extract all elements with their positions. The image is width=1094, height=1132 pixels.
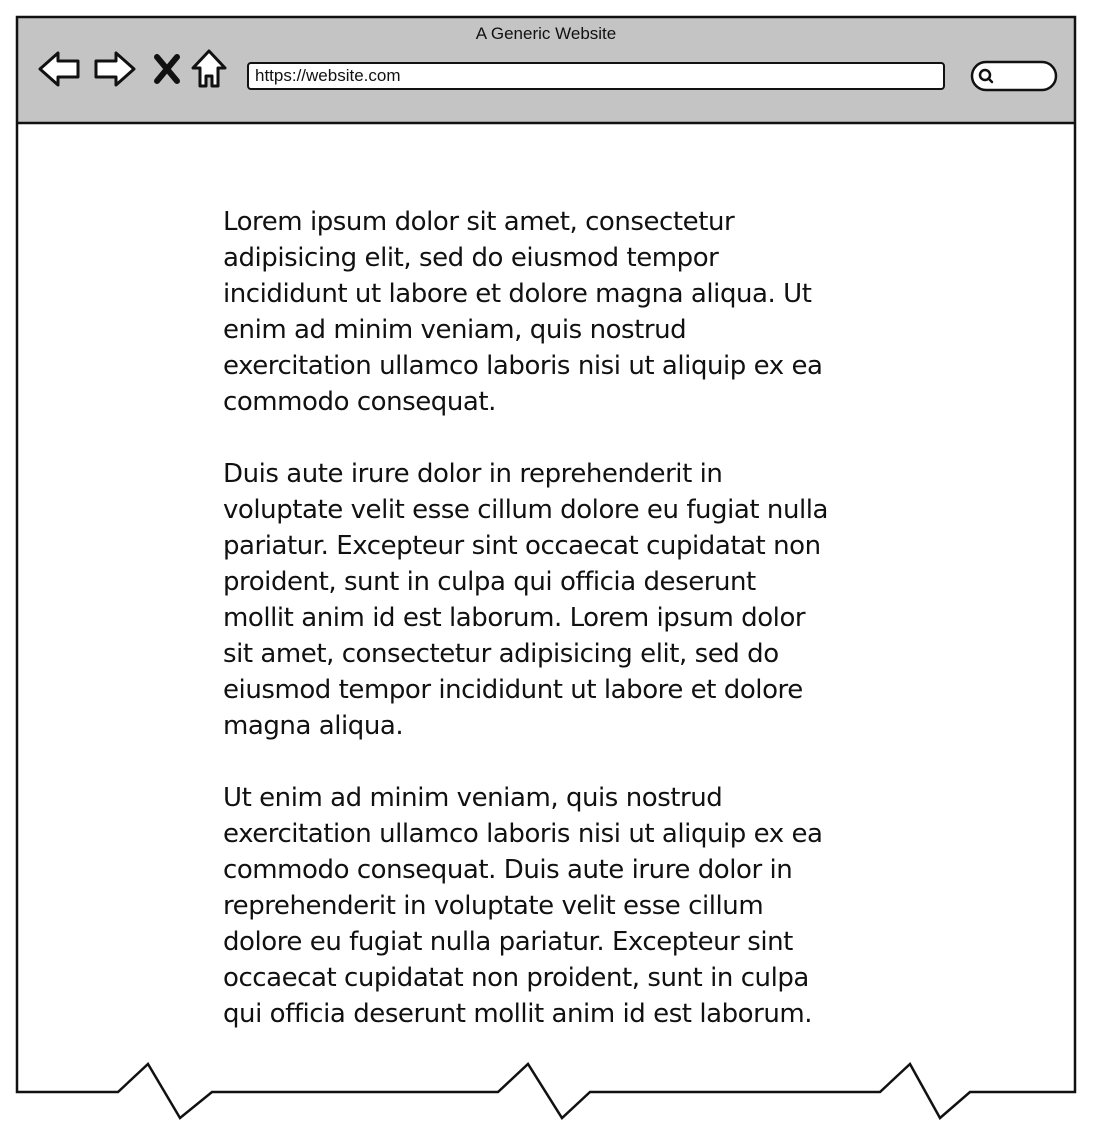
stop-button[interactable] bbox=[152, 52, 182, 86]
forward-arrow-icon bbox=[94, 50, 136, 88]
page-content bbox=[223, 204, 883, 1068]
search-box[interactable] bbox=[970, 60, 1058, 92]
home-button[interactable] bbox=[190, 48, 228, 90]
home-icon bbox=[190, 48, 228, 90]
back-button[interactable] bbox=[38, 50, 80, 88]
search-field bbox=[972, 62, 1056, 90]
url-text: https://website.com bbox=[255, 66, 401, 85]
back-arrow-icon bbox=[38, 50, 80, 88]
paragraph-1: Lorem ipsum dolor sit amet, consectetur adipisicing elit, sed do eiusmod tempor incididunt ut labore et dolore magna aliqua. Ut enim ad minim veniam, quis nostrud exercitation ullamco laboris nisi ut aliquip ex ea commodo consequat. bbox=[223, 207, 823, 417]
window-title: A Generic Website bbox=[475, 24, 617, 43]
forward-button[interactable] bbox=[94, 50, 136, 88]
paragraph-2: Duis aute irure dolor in reprehenderit in voluptate velit esse cillum dolore eu fugiat nulla pariatur. Excepteur sint occaecat cupidatat non proident, sunt in culpa qui officia deserunt mollit anim id est laborum. Lorem ipsum dolor sit amet, consectetur adipisicing elit, sed do eiusmod tempor incididunt ut labore et dolore magna aliqua. bbox=[223, 459, 829, 741]
close-x-icon bbox=[152, 52, 182, 86]
paragraph-3: Ut enim ad minim veniam, quis nostrud exercitation ullamco laboris nisi ut aliquip ex ea commodo consequat. Duis aute irure dolor in reprehenderit in voluptate velit esse cillum dolore eu fugiat nulla pariatur. Excepteur sint occaecat cupidatat non proident, sunt in culpa qui officia deserunt mollit anim id est laborum. bbox=[223, 783, 823, 1029]
address-bar[interactable] bbox=[247, 62, 945, 90]
